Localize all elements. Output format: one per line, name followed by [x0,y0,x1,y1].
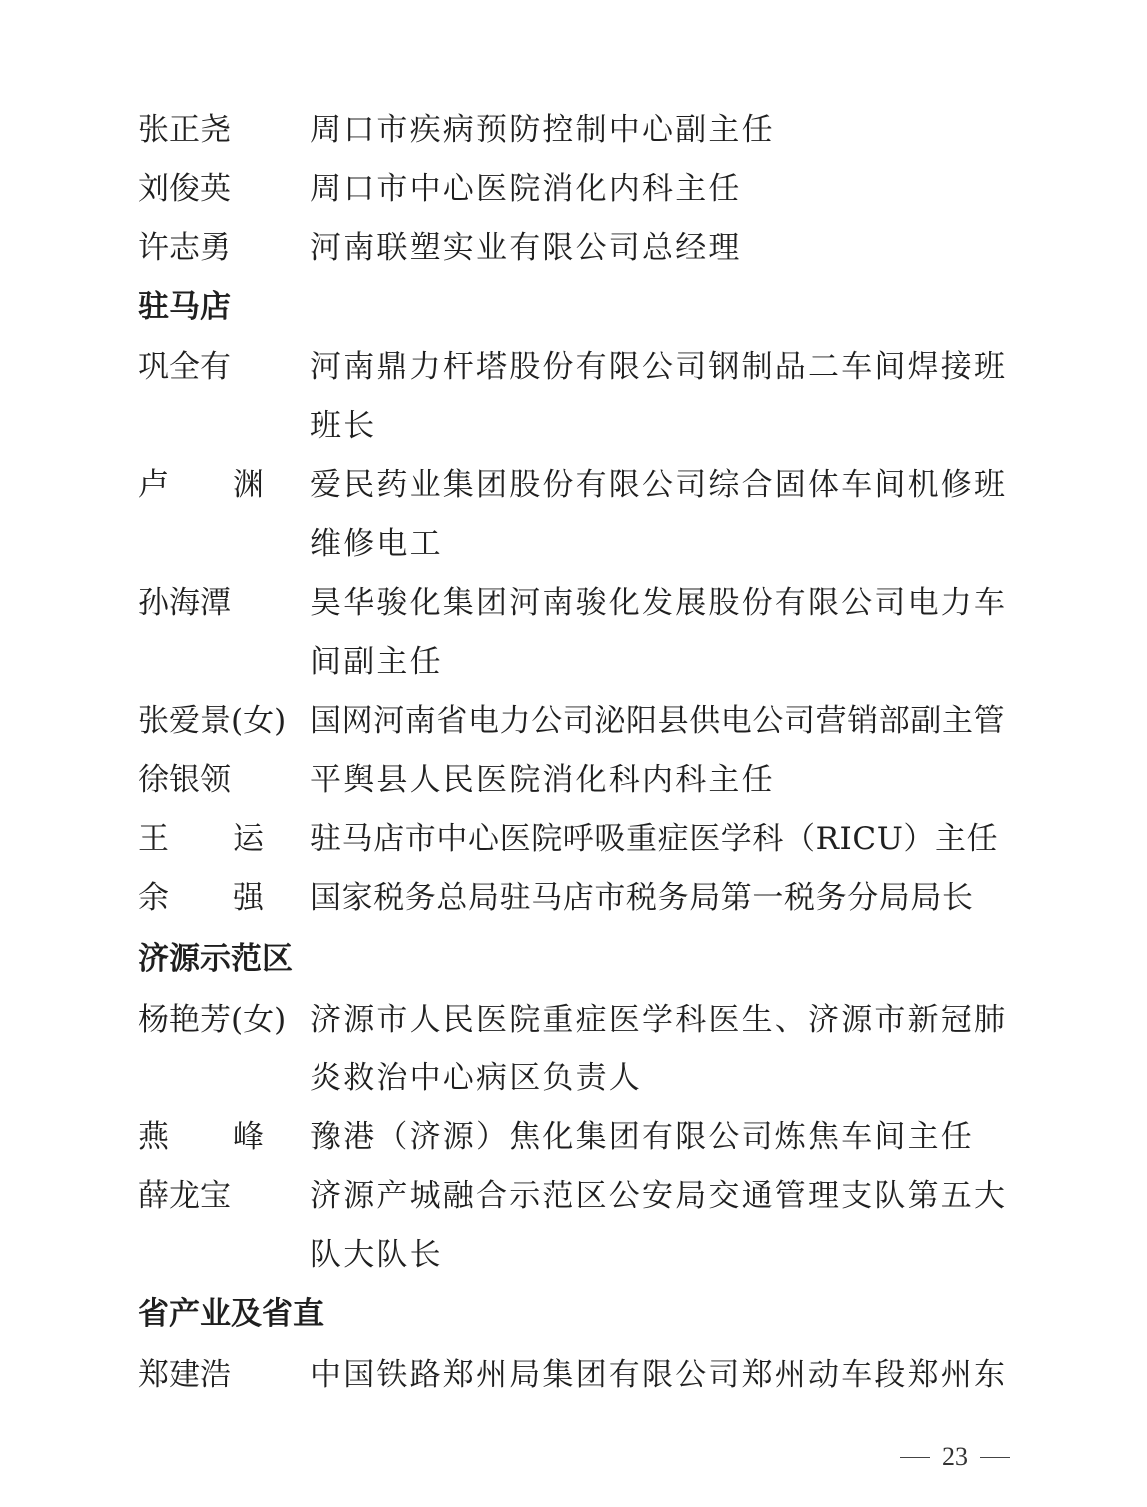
dash-decoration [980,1457,1010,1458]
section-heading: 省产业及省直 [138,1296,324,1332]
entry-description: 济源产城融合示范区公安局交通管理支队第五大 [310,1178,1008,1214]
entry-name: 王运 [138,821,328,857]
entry-name: 许志勇 [138,230,231,266]
entry-name: 薛龙宝 [138,1178,231,1214]
entry-name: 刘俊英 [138,171,231,207]
entry-name: 卢渊 [138,467,328,503]
entry-description: 昊华骏化集团河南骏化发展股份有限公司电力车 [310,585,1008,621]
entry-description: 河南鼎力杆塔股份有限公司钢制品二车间焊接班 [310,349,1008,385]
entry-name: 孙海潭 [138,585,231,621]
section-heading: 济源示范区 [138,941,293,977]
entry-description: 豫港（济源）焦化集团有限公司炼焦车间主任 [310,1119,974,1155]
entry-description: 驻马店市中心医院呼吸重症医学科（RICU）主任 [310,821,999,857]
entry-name: 巩全有 [138,349,231,385]
entry-description: 国网河南省电力公司泌阳县供电公司营销部副主管 [310,703,1006,739]
page-number-footer [888,1442,1022,1472]
entry-description: 中国铁路郑州局集团有限公司郑州动车段郑州东 [310,1357,1008,1393]
section-heading: 驻马店 [138,289,231,325]
entry-description-continued: 维修电工 [310,526,443,562]
entry-name: 张爱景(女) [138,703,287,739]
entry-name: 杨艳芳(女) [138,1002,287,1038]
entry-description: 平舆县人民医院消化科内科主任 [310,762,775,798]
entry-description: 周口市疾病预防控制中心副主任 [310,112,775,148]
entry-name: 余强 [138,880,328,916]
entry-description-continued: 班长 [310,408,377,444]
entry-description-continued: 队大队长 [310,1237,443,1273]
entry-description-continued: 炎救治中心病区负责人 [310,1060,642,1096]
page-number: 23 [942,1442,968,1471]
entry-description-continued: 间副主任 [310,644,443,680]
entry-description: 河南联塑实业有限公司总经理 [310,230,742,266]
entry-name: 燕峰 [138,1119,328,1155]
entry-name: 郑建浩 [138,1357,231,1393]
entry-description: 济源市人民医院重症医学科医生、济源市新冠肺 [310,1002,1008,1038]
entry-description: 爱民药业集团股份有限公司综合固体车间机修班 [310,467,1008,503]
entry-description: 周口市中心医院消化内科主任 [310,171,742,207]
entry-description: 国家税务总局驻马店市税务局第一税务分局局长 [310,880,974,916]
entry-name: 张正尧 [138,112,231,148]
dash-decoration [900,1457,930,1458]
entry-name: 徐银领 [138,762,231,798]
